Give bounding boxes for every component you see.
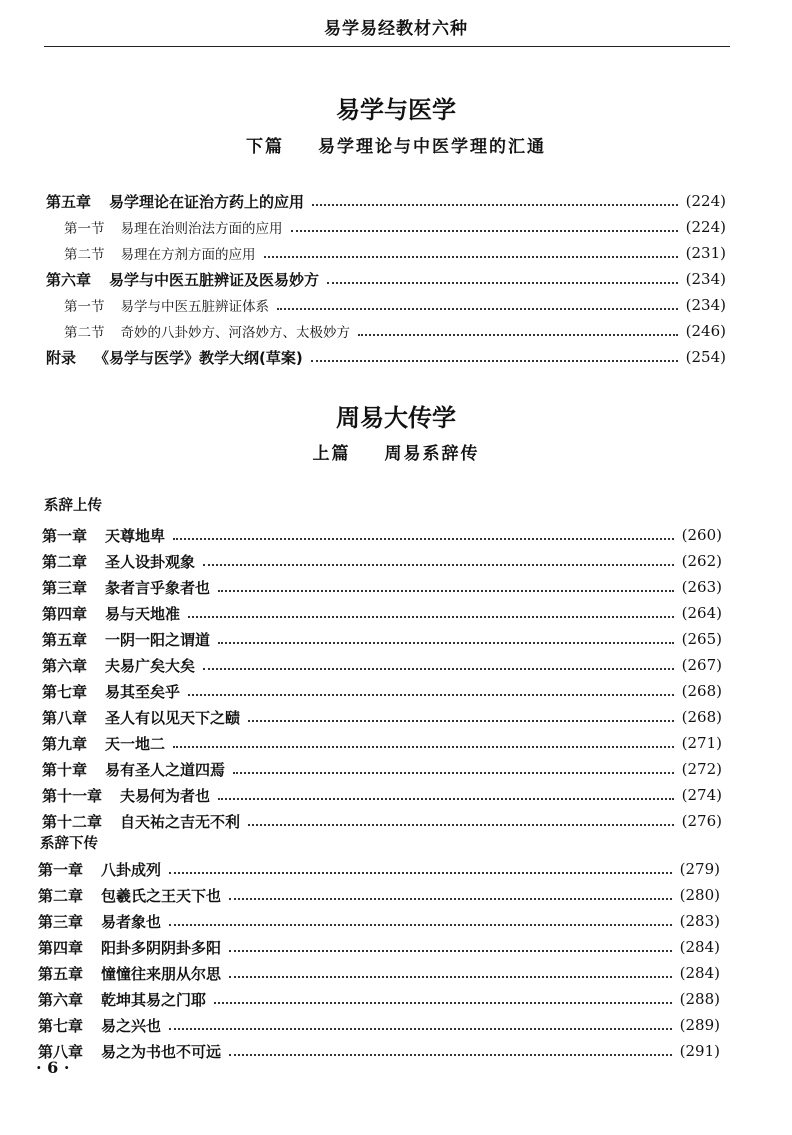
page-number: (289) [679, 1016, 720, 1034]
leader-dots [218, 642, 674, 644]
chapter-title: 易之为书也不可远 [101, 1042, 222, 1061]
toc-entry[interactable] [42, 730, 722, 756]
toc-entry[interactable] [42, 756, 722, 782]
chapter-title: 圣人设卦观象 [105, 552, 196, 571]
chapter-label: 第五章 [42, 630, 88, 649]
chapter-label: 第三章 [38, 912, 84, 931]
page-number: (267) [681, 656, 722, 674]
chapter-title: 易之兴也 [101, 1016, 162, 1035]
chapter-title: 一阴一阳之谓道 [105, 630, 211, 649]
leader-dots [248, 824, 674, 826]
toc-entry[interactable] [42, 652, 722, 678]
chapter-title: 阳卦多阴阴卦多阳 [101, 938, 222, 957]
leader-dots [218, 798, 674, 800]
page-number: (264) [681, 604, 722, 622]
toc-entry[interactable] [42, 626, 722, 652]
toc-entry[interactable] [38, 934, 720, 960]
toc-entry[interactable] [42, 548, 722, 574]
page-number: (283) [679, 912, 720, 930]
chapter-label: 第六章 [42, 656, 88, 675]
chapter-label: 第四章 [38, 938, 84, 957]
page-number: (224) [685, 192, 726, 210]
leader-dots [327, 282, 678, 284]
book-title-commentary: 周易大传学 [336, 403, 456, 432]
chapter-label: 第十二章 [42, 812, 103, 831]
leader-dots [248, 720, 674, 722]
page-number: (246) [685, 322, 726, 340]
toc-entry[interactable] [38, 960, 720, 986]
leader-dots [203, 668, 674, 670]
appendix-title: 《易学与医学》教学大纲(草案) [94, 348, 303, 367]
leader-dots [214, 1002, 672, 1004]
group-heading: 系辞上传 [44, 498, 102, 514]
page-number: (262) [681, 552, 722, 570]
toc-entry[interactable] [46, 266, 726, 292]
page-number: (260) [681, 526, 722, 544]
section-title: 奇妙的八卦妙方、河洛妙方、太极妙方 [120, 325, 350, 341]
toc-entry[interactable] [38, 986, 720, 1012]
toc-entry[interactable] [64, 240, 726, 266]
leader-dots [173, 746, 674, 748]
leader-dots [173, 538, 674, 540]
leader-dots [218, 590, 674, 592]
page-number: (280) [679, 886, 720, 904]
page-number: (231) [685, 244, 726, 262]
chapter-label: 第一章 [38, 860, 84, 879]
chapter-title: 夫易何为者也 [120, 786, 211, 805]
book-title-medicine: 易学与医学 [336, 95, 456, 124]
group-heading: 系辞下传 [40, 836, 98, 852]
page-number: (274) [681, 786, 722, 804]
chapter-title: 圣人有以见天下之赜 [105, 708, 241, 727]
page-number: (284) [679, 938, 720, 956]
toc-entry[interactable] [42, 600, 722, 626]
section-title: 易学与中医五脏辨证体系 [120, 299, 269, 315]
chapter-label: 第一章 [42, 526, 88, 545]
chapter-title: 易与天地准 [105, 604, 181, 623]
chapter-label: 第八章 [42, 708, 88, 727]
leader-dots [312, 204, 678, 206]
chapter-label: 第五章 [46, 192, 92, 211]
toc-entry[interactable] [46, 344, 726, 370]
chapter-label: 第五章 [38, 964, 84, 983]
toc-entry[interactable] [38, 908, 720, 934]
page-number: (254) [685, 348, 726, 366]
toc-entry[interactable] [64, 318, 726, 344]
chapter-label: 第八章 [38, 1042, 84, 1061]
leader-dots [229, 976, 672, 978]
page-number: (272) [681, 760, 722, 778]
chapter-title: 易学理论在证治方药上的应用 [109, 192, 305, 211]
leader-dots [358, 334, 678, 336]
section-title: 易理在治则治法方面的应用 [120, 221, 283, 237]
toc-entry[interactable] [42, 704, 722, 730]
page-number: (234) [685, 296, 726, 314]
leader-dots [169, 872, 672, 874]
leader-dots [229, 950, 672, 952]
page-number: (263) [681, 578, 722, 596]
chapter-title: 易有圣人之道四焉 [105, 760, 226, 779]
section-label: 第二节 [64, 247, 105, 263]
toc-entry[interactable] [42, 782, 722, 808]
chapter-title: 易者象也 [101, 912, 162, 931]
leader-dots [229, 898, 672, 900]
section-label: 第二节 [64, 325, 105, 341]
chapter-title: 易学与中医五脏辨证及医易妙方 [109, 270, 320, 289]
page-number: (288) [679, 990, 720, 1008]
chapter-title: 夫易广矣大矣 [105, 656, 196, 675]
chapter-label: 第六章 [46, 270, 92, 289]
section-title: 易理在方剂方面的应用 [120, 247, 256, 263]
toc-entry[interactable] [38, 1038, 720, 1064]
chapter-label: 第二章 [38, 886, 84, 905]
toc-entry[interactable] [42, 808, 722, 834]
toc-entry[interactable] [42, 574, 722, 600]
part-title: 周易系辞传 [384, 444, 480, 464]
part-label: 上篇 [312, 444, 351, 464]
leader-dots [188, 616, 674, 618]
page-number: (234) [685, 270, 726, 288]
leader-dots [264, 256, 678, 258]
page-number: (224) [685, 218, 726, 236]
leader-dots [169, 924, 672, 926]
leader-dots [233, 772, 674, 774]
toc-entry[interactable] [64, 292, 726, 318]
leader-dots [311, 360, 678, 362]
chapter-title: 易其至矣乎 [105, 682, 181, 701]
section-label: 第一节 [64, 299, 105, 315]
toc-entry[interactable] [46, 188, 726, 214]
page-number: (279) [679, 860, 720, 878]
page-number: (276) [681, 812, 722, 830]
page-number: (284) [679, 964, 720, 982]
chapter-title: 彖者言乎象者也 [105, 578, 211, 597]
part-label: 下篇 [246, 137, 284, 157]
chapter-label: 第二章 [42, 552, 88, 571]
chapter-title: 包羲氏之王天下也 [101, 886, 222, 905]
chapter-title: 天一地二 [105, 734, 166, 753]
appendix-label: 附录 [46, 348, 77, 367]
chapter-label: 第十一章 [42, 786, 103, 805]
leader-dots [277, 308, 678, 310]
chapter-title: 天尊地卑 [105, 526, 166, 545]
leader-dots [203, 564, 674, 566]
leader-dots [188, 694, 674, 696]
folio: · 6 · [36, 1058, 70, 1077]
running-head: 易学易经教材六种 [324, 19, 468, 39]
page-number: (271) [681, 734, 722, 752]
chapter-label: 第四章 [42, 604, 88, 623]
chapter-title: 八卦成列 [101, 860, 162, 879]
section-label: 第一节 [64, 221, 105, 237]
leader-dots [291, 230, 678, 232]
chapter-label: 第三章 [42, 578, 88, 597]
toc-entry[interactable] [64, 214, 726, 240]
chapter-label: 第七章 [38, 1016, 84, 1035]
chapter-title: 乾坤其易之门耶 [101, 990, 207, 1009]
chapter-label: 第六章 [38, 990, 84, 1009]
chapter-label: 第九章 [42, 734, 88, 753]
toc-entry[interactable] [38, 856, 720, 882]
page-number: (268) [681, 708, 722, 726]
chapter-title: 自天祐之吉无不利 [120, 812, 241, 831]
chapter-label: 第十章 [42, 760, 88, 779]
page-number: (291) [679, 1042, 720, 1060]
toc-entry[interactable] [38, 1012, 720, 1038]
chapter-label: 第七章 [42, 682, 88, 701]
chapter-title: 憧憧往来朋从尔思 [101, 964, 222, 983]
part-heading-commentary [0, 439, 792, 464]
part-heading-medicine [0, 132, 792, 157]
header-rule [44, 46, 730, 47]
toc-entry[interactable] [42, 678, 722, 704]
page-number: (268) [681, 682, 722, 700]
leader-dots [169, 1028, 672, 1030]
part-title: 易学理论与中医学理的汇通 [318, 137, 546, 157]
toc-entry[interactable] [42, 522, 722, 548]
page-number: (265) [681, 630, 722, 648]
toc-entry[interactable] [38, 882, 720, 908]
leader-dots [229, 1054, 672, 1056]
